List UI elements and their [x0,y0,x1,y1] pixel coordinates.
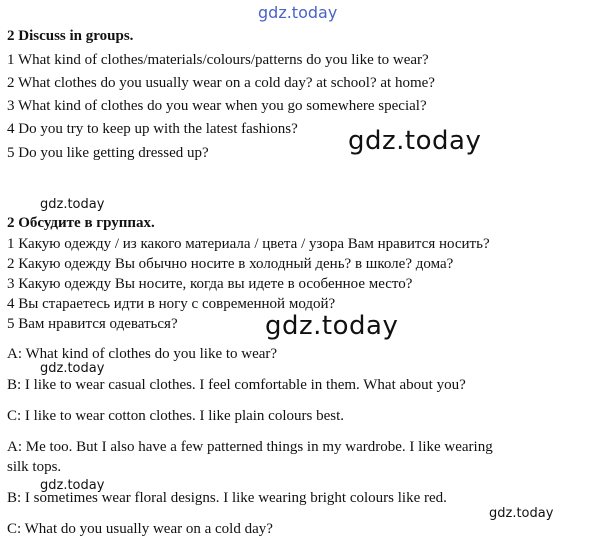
en-question-2: 2 What clothes do you usually wear on a cold day? at school? at home? [7,75,435,91]
watermark-small-1: gdz.today [40,197,105,212]
ru-question-3: 3 Какую одежду Вы носите, когда вы идете в особенное место? [7,276,413,292]
en-question-4: 4 Do you try to keep up with the latest fashions? [7,121,298,137]
dialogue-line-1: A: What kind of clothes do you like to wear? [7,346,278,362]
ru-question-2: 2 Какую одежду Вы обычно носите в холодный день? в школе? дома? [7,256,454,272]
watermark-small-2: gdz.today [40,361,105,376]
watermark-small-4: gdz.today [489,506,554,521]
en-question-5: 5 Do you like getting dressed up? [7,145,209,161]
watermark-large-2: gdz.today [265,311,399,341]
en-question-1: 1 What kind of clothes/materials/colours/patterns do you like to wear? [7,52,429,68]
watermark-small-3: gdz.today [40,478,105,493]
en-question-3: 3 What kind of clothes do you wear when you go somewhere special? [7,98,427,114]
ru-question-1: 1 Какую одежду / из какого материала / цвета / узора Вам нравится носить? [7,236,490,252]
watermark-top: gdz.today [258,3,338,22]
dialogue-line-5: silk tops. [7,459,62,475]
dialogue-line-6: B: I sometimes wear floral designs. I like wearing bright colours like red. [7,490,447,506]
ru-question-4: 4 Вы стараетесь идти в ногу с современной модой? [7,296,336,312]
dialogue-line-2: B: I like to wear casual clothes. I feel comfortable in them. What about you? [7,377,466,393]
dialogue-line-7: C: What do you usually wear on a cold day? [7,521,273,537]
en-heading: 2 Discuss in groups. [7,28,134,44]
dialogue-line-3: C: I like to wear cotton clothes. I like plain colours best. [7,408,345,424]
ru-heading: 2 Обсудите в группах. [7,215,155,231]
dialogue-line-4: A: Me too. But I also have a few patterned things in my wardrobe. I like wearing [7,439,493,455]
watermark-large-1: gdz.today [348,126,482,156]
ru-question-5: 5 Вам нравится одеваться? [7,316,178,332]
